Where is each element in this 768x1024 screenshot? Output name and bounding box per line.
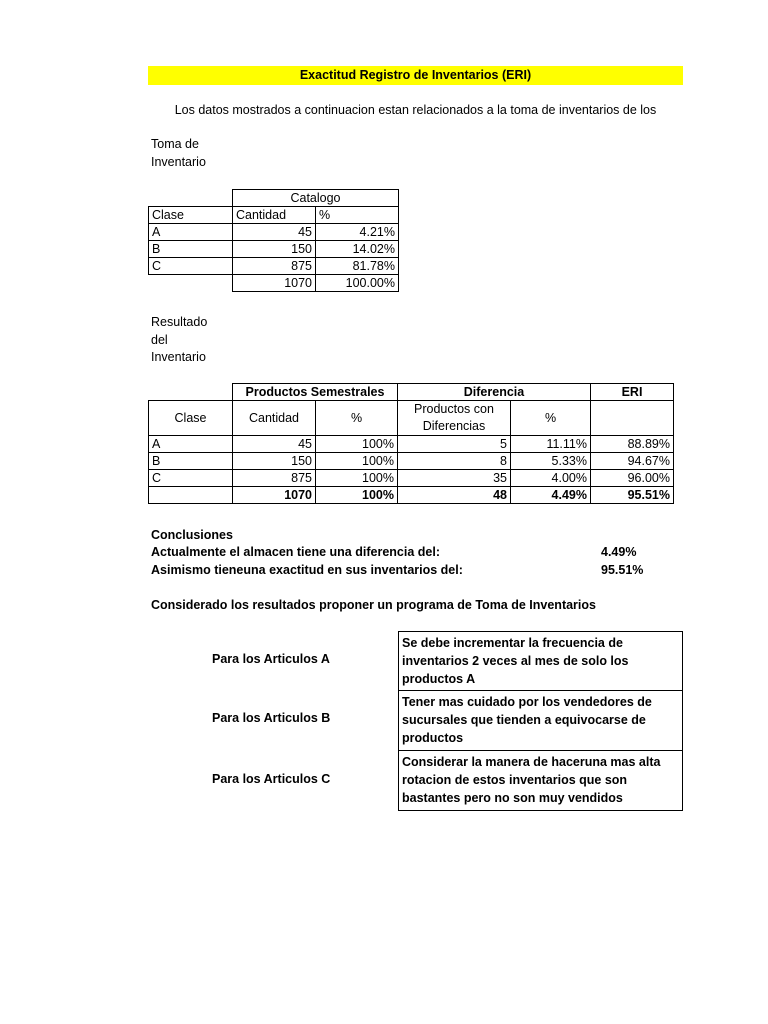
table-row (149, 258, 399, 275)
catalogo-group-header: Catalogo (233, 190, 399, 207)
page-title: Exactitud Registro de Inventarios (ERI) (148, 66, 683, 85)
articulo-text-a: Se debe incrementar la frecuencia de inventarios 2 veces al mes de solo los productos A (398, 631, 683, 691)
cell-cantidad: 150 (233, 453, 316, 470)
table-total-row (149, 275, 399, 292)
cell-eri: 96.00% (591, 470, 674, 487)
cell-total-dif: 48 (398, 487, 511, 504)
cell-total-pct: 100.00% (316, 275, 399, 292)
cell-pct: 81.78% (316, 258, 399, 275)
cell-dif-pct: 5.33% (511, 453, 591, 470)
cell-cantidad: 875 (233, 470, 316, 487)
group-header-eri: ERI (591, 384, 674, 401)
cell-total-dif-pct: 4.49% (511, 487, 591, 504)
toma-label-line: Inventario (151, 154, 206, 169)
cell-dif-pct: 4.00% (511, 470, 591, 487)
cell-total-pct: 100% (316, 487, 398, 504)
header-eri-blank (591, 401, 674, 436)
catalogo-header-pct: % (316, 207, 399, 224)
table-row (149, 224, 399, 241)
cell-total-blank (149, 487, 233, 504)
intro-text: Los datos mostrados a continuacion estan relacionados a la toma de inventarios de los (174, 103, 657, 117)
table-row (149, 470, 674, 487)
table-row (149, 436, 674, 453)
cell-total-eri: 95.51% (591, 487, 674, 504)
cell-clase: B (149, 453, 233, 470)
cell-pct: 4.21% (316, 224, 399, 241)
cell-cantidad: 875 (233, 258, 316, 275)
cell-pct: 100% (316, 436, 398, 453)
catalogo-header-clase: Clase (149, 207, 233, 224)
catalogo-header-cantidad: Cantidad (233, 207, 316, 224)
cell-dif: 8 (398, 453, 511, 470)
conclusion-value-1: 4.49% (601, 545, 637, 559)
cell-clase: B (149, 241, 233, 258)
cell-cantidad: 150 (233, 241, 316, 258)
header-productos-dif-line: Productos con (414, 402, 494, 416)
header-productos-dif (398, 401, 511, 436)
resultado-label-line: Resultado (151, 315, 208, 329)
header-pct: % (316, 401, 398, 436)
conclusion-value-2: 95.51% (601, 563, 644, 577)
cell-pct: 100% (316, 453, 398, 470)
articulo-label-a: Para los Articulos A (212, 652, 330, 666)
articulo-label-c: Para los Articulos C (212, 772, 331, 786)
table-row (149, 241, 399, 258)
articulo-text-c: Considerar la manera de haceruna mas alta rotacion de estos inventarios que son bastantes pero no son muy vendidos (398, 750, 683, 811)
cell-dif: 35 (398, 470, 511, 487)
proposal-text: Considerado los resultados proponer un programa de Toma de Inventarios (151, 598, 596, 612)
cell-clase: A (149, 224, 233, 241)
cell-eri: 94.67% (591, 453, 674, 470)
table-total-row (149, 487, 674, 504)
resultado-label-line: Inventario (151, 350, 206, 364)
header-dif-pct: % (511, 401, 591, 436)
toma-label-line: Toma de (151, 137, 199, 151)
header-productos-dif-line: Diferencias (422, 419, 486, 433)
cell-clase: A (149, 436, 233, 453)
cell-cantidad: 45 (233, 224, 316, 241)
resultado-table (148, 383, 674, 504)
articulo-label-b: Para los Articulos B (212, 711, 331, 725)
header-cantidad: Cantidad (233, 401, 316, 436)
conclusiones-heading: Conclusiones (151, 528, 233, 542)
resultado-label (151, 314, 207, 367)
header-clase: Clase (149, 401, 233, 436)
cell-clase: C (149, 470, 233, 487)
conclusion-line-2: Asimismo tieneuna exactitud en sus inventarios del: (151, 563, 463, 577)
cell-dif: 5 (398, 436, 511, 453)
cell-dif-pct: 11.11% (511, 436, 591, 453)
table-row (149, 453, 674, 470)
cell-total-cantidad: 1070 (233, 275, 316, 292)
group-header-diferencia: Diferencia (398, 384, 591, 401)
resultado-label-line: del (151, 332, 168, 347)
cell-eri: 88.89% (591, 436, 674, 453)
toma-label (151, 136, 206, 171)
conclusion-line-1: Actualmente el almacen tiene una diferencia del: (151, 545, 440, 559)
cell-pct: 100% (316, 470, 398, 487)
cell-pct: 14.02% (316, 241, 399, 258)
group-header-productos: Productos Semestrales (233, 384, 398, 401)
articulo-text-b: Tener mas cuidado por los vendedores de sucursales que tienden a equivocarse de productos (398, 690, 683, 751)
cell-clase: C (149, 258, 233, 275)
cell-cantidad: 45 (233, 436, 316, 453)
cell-total-cantidad: 1070 (233, 487, 316, 504)
catalogo-table (148, 189, 399, 292)
